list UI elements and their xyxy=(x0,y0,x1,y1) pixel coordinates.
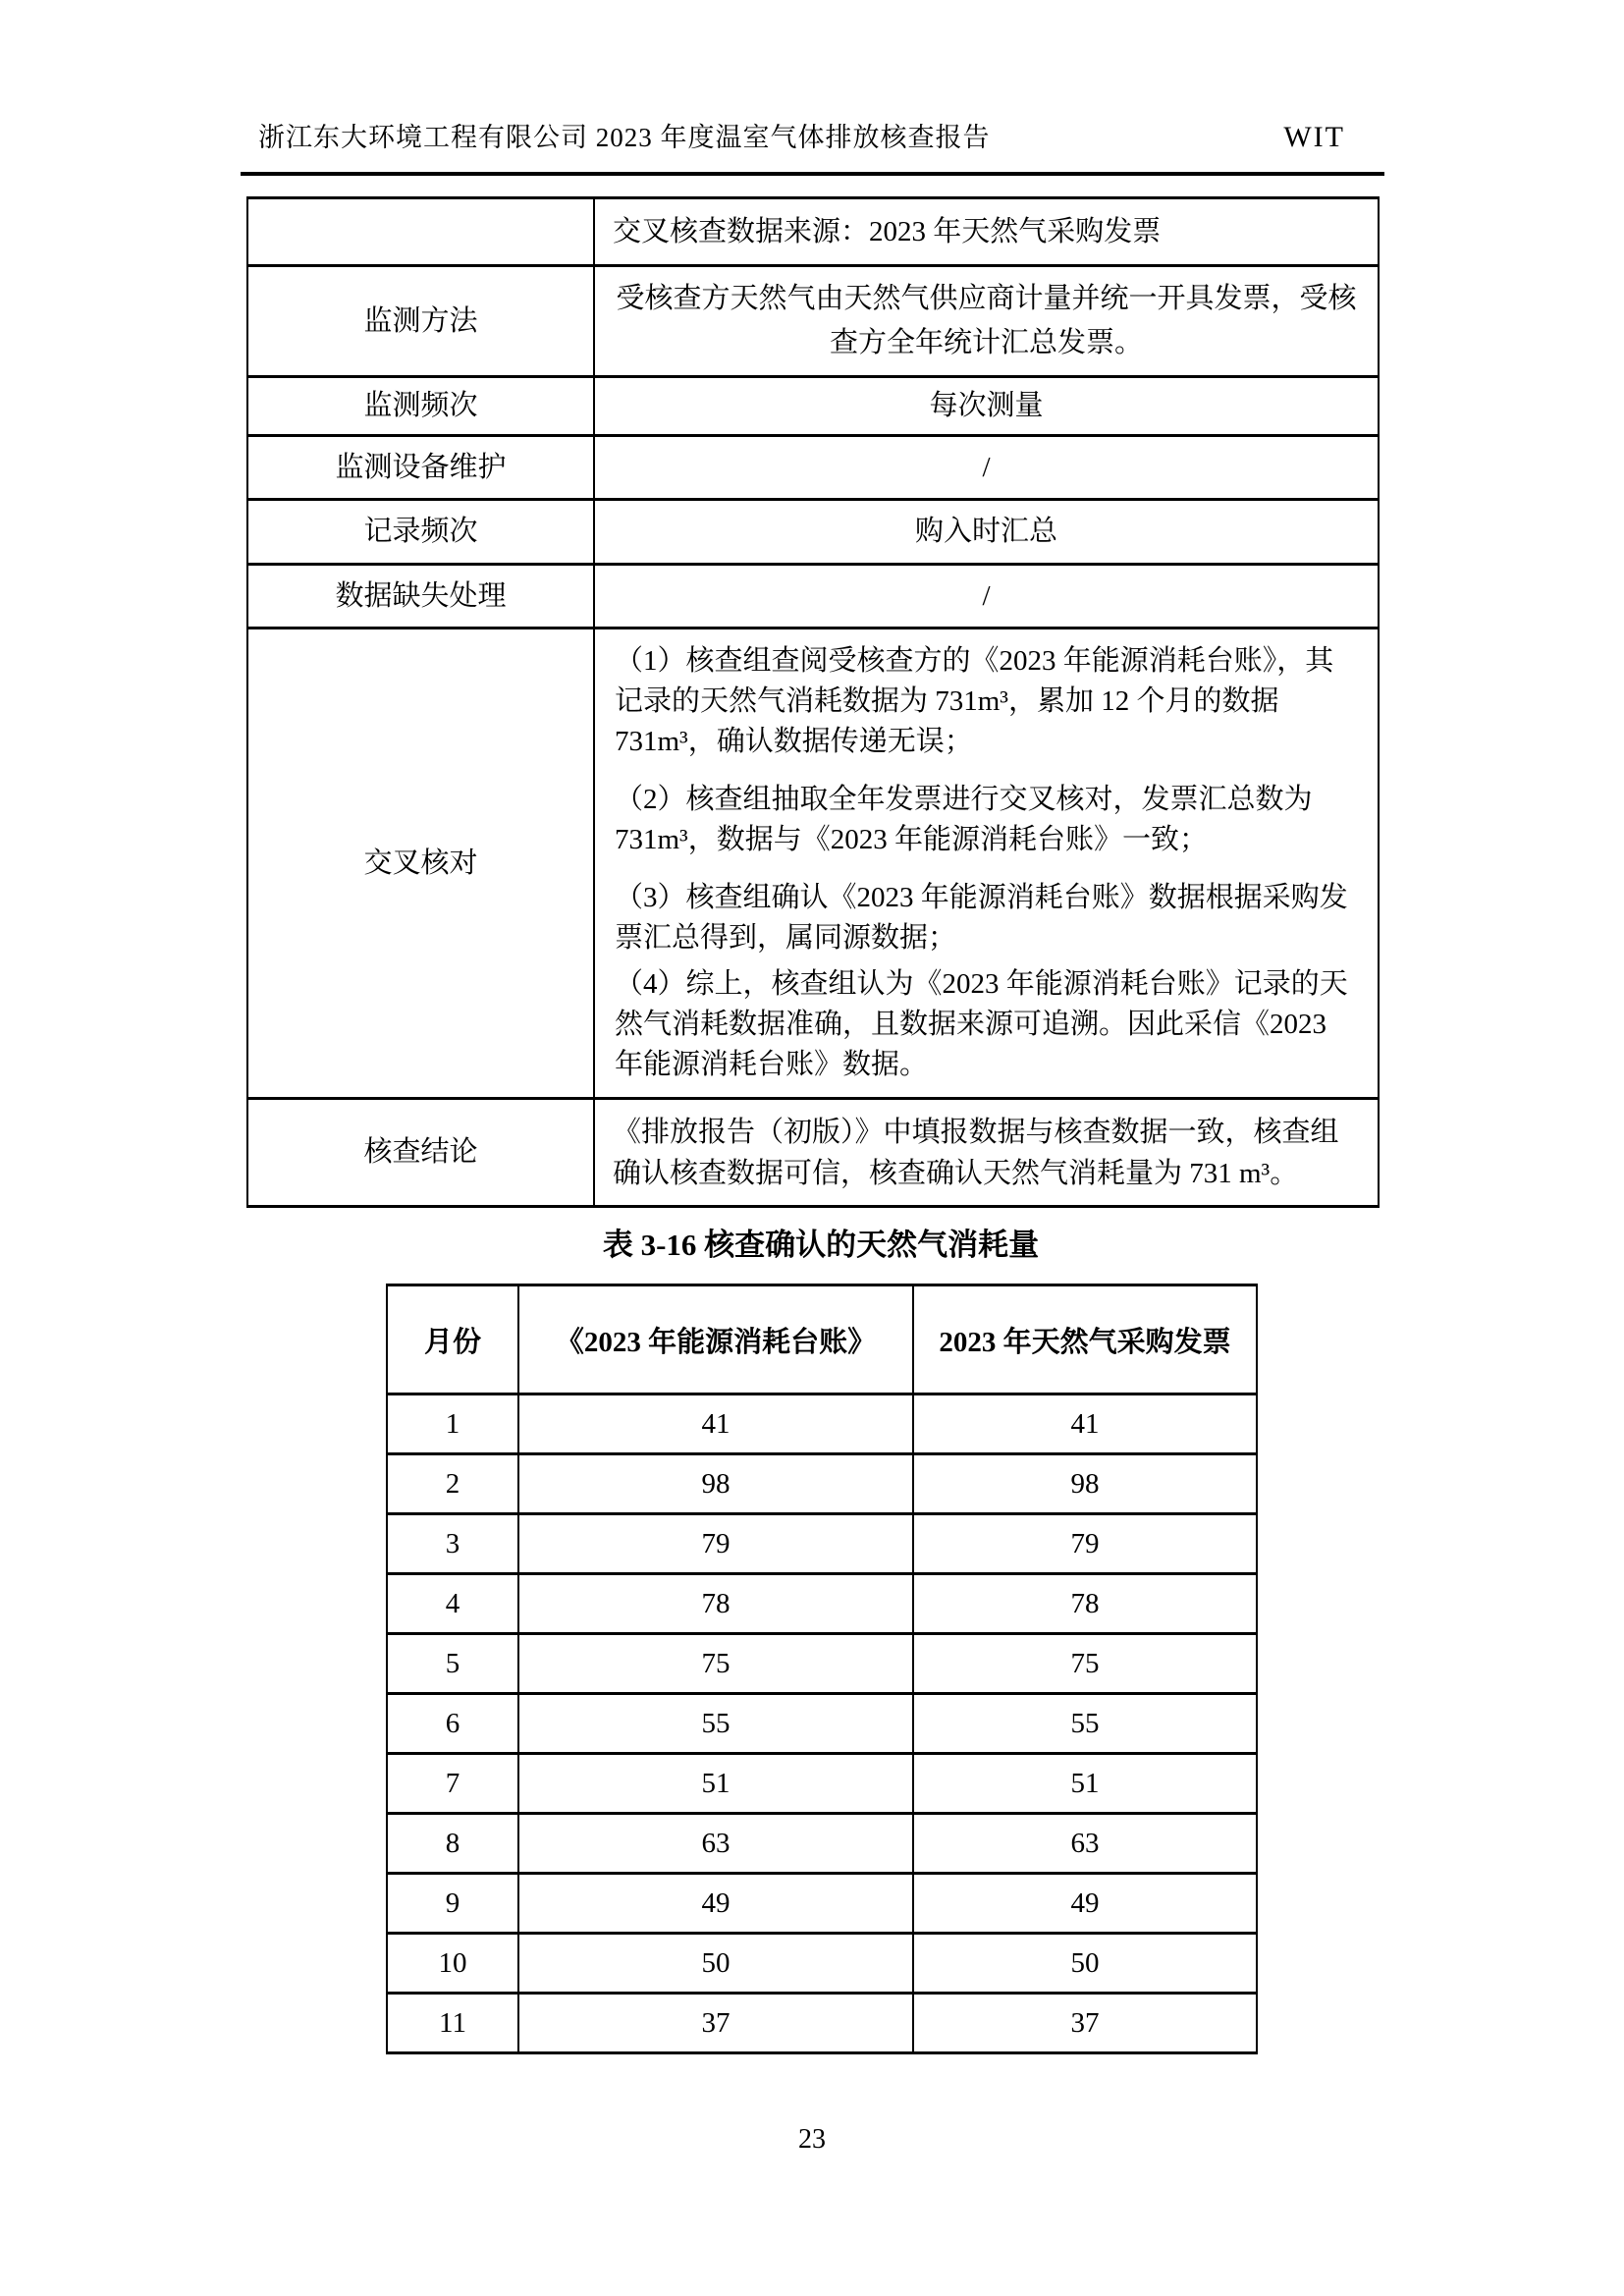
month-cell: 3 xyxy=(387,1514,518,1574)
cross-check-item: （3）核查组确认《2023 年能源消耗台账》数据根据采购发票汇总得到，属同源数据； xyxy=(615,882,1348,954)
monitoring-frequency-value: 每次测量 xyxy=(594,377,1379,436)
cross-check-item: （1）核查组查阅受核查方的《2023 年能源消耗台账》，其记录的天然气消耗数据为 731m³，累加 12 个月的数据 731m³，确认数据传递无误； xyxy=(615,645,1334,757)
invoice-cell: 79 xyxy=(913,1514,1257,1574)
table-row xyxy=(387,1394,1257,1454)
row-label: 交叉核对 xyxy=(247,629,594,1099)
invoice-cell: 63 xyxy=(913,1814,1257,1874)
header-rule xyxy=(241,172,1384,176)
table-row xyxy=(247,1099,1379,1207)
row-label: 核查结论 xyxy=(247,1099,594,1207)
table-row xyxy=(247,436,1379,500)
cross-check-item: （4）综上，核查组认为《2023 年能源消耗台账》记录的天然气消耗数据准确，且数据来源可追溯。因此采信《2023 年能源消耗台账》数据。 xyxy=(615,968,1348,1080)
invoice-cell: 37 xyxy=(913,1994,1257,2053)
invoice-cell: 78 xyxy=(913,1574,1257,1634)
month-cell: 2 xyxy=(387,1454,518,1514)
ledger-cell: 55 xyxy=(518,1694,913,1754)
record-frequency-value: 购入时汇总 xyxy=(594,500,1379,565)
ledger-cell: 41 xyxy=(518,1394,913,1454)
month-cell: 5 xyxy=(387,1634,518,1694)
invoice-cell: 75 xyxy=(913,1634,1257,1694)
invoice-cell: 41 xyxy=(913,1394,1257,1454)
column-header-invoice: 2023 年天然气采购发票 xyxy=(913,1285,1257,1394)
month-cell: 7 xyxy=(387,1754,518,1814)
row-label xyxy=(247,198,594,266)
verification-conclusion-value: 《排放报告（初版）》中填报数据与核查数据一致，核查组确认核查数据可信，核查确认天然气消耗量为 731 m³。 xyxy=(594,1099,1379,1207)
table-row xyxy=(387,1814,1257,1874)
header-mark: WIT xyxy=(1283,121,1345,153)
month-cell: 8 xyxy=(387,1814,518,1874)
invoice-cell: 51 xyxy=(913,1754,1257,1814)
column-header-ledger: 《2023 年能源消耗台账》 xyxy=(518,1285,913,1394)
month-cell: 6 xyxy=(387,1694,518,1754)
invoice-cell: 49 xyxy=(913,1874,1257,1934)
ledger-cell: 79 xyxy=(518,1514,913,1574)
row-label: 监测设备维护 xyxy=(247,436,594,500)
table-row xyxy=(387,1754,1257,1814)
ledger-cell: 75 xyxy=(518,1634,913,1694)
table-row xyxy=(387,1694,1257,1754)
month-cell: 9 xyxy=(387,1874,518,1934)
month-cell: 4 xyxy=(387,1574,518,1634)
invoice-cell: 55 xyxy=(913,1694,1257,1754)
table-row xyxy=(387,1874,1257,1934)
table-row xyxy=(387,1634,1257,1694)
table-row xyxy=(247,565,1379,629)
table-row xyxy=(387,1454,1257,1514)
ledger-cell: 37 xyxy=(518,1994,913,2053)
table-header-row xyxy=(387,1285,1257,1394)
report-title: 浙江东大环境工程有限公司 2023 年度温室气体排放核查报告 xyxy=(258,123,991,152)
ledger-cell: 78 xyxy=(518,1574,913,1634)
cross-check-item: （2）核查组抽取全年发票进行交叉核对，发票汇总数为 731m³，数据与《2023 年能源消耗台账》一致； xyxy=(615,784,1313,855)
row-label: 监测频次 xyxy=(247,377,594,436)
ledger-cell: 50 xyxy=(518,1934,913,1994)
cross-check-details xyxy=(594,629,1379,1099)
table-row xyxy=(247,266,1379,377)
table-row xyxy=(387,1574,1257,1634)
column-header-month: 月份 xyxy=(387,1285,518,1394)
monitoring-method-value: 受核查方天然气由天然气供应商计量并统一开具发票，受核查方全年统计汇总发票。 xyxy=(594,266,1379,377)
table-row xyxy=(387,1994,1257,2053)
table-row xyxy=(247,377,1379,436)
table-row xyxy=(247,500,1379,565)
cross-check-source-value: 交叉核查数据来源：2023 年天然气采购发票 xyxy=(594,198,1379,266)
ledger-cell: 51 xyxy=(518,1754,913,1814)
monitoring-verification-table xyxy=(246,196,1380,1208)
month-cell: 11 xyxy=(387,1994,518,2053)
ledger-cell: 49 xyxy=(518,1874,913,1934)
month-cell: 1 xyxy=(387,1394,518,1454)
row-label: 监测方法 xyxy=(247,266,594,377)
month-cell: 10 xyxy=(387,1934,518,1994)
row-label: 记录频次 xyxy=(247,500,594,565)
table-row xyxy=(247,198,1379,266)
ledger-cell: 63 xyxy=(518,1814,913,1874)
page-number: 23 xyxy=(798,2124,826,2155)
gas-consumption-table xyxy=(386,1284,1258,2054)
invoice-cell: 98 xyxy=(913,1454,1257,1514)
invoice-cell: 50 xyxy=(913,1934,1257,1994)
table-row xyxy=(387,1514,1257,1574)
ledger-cell: 98 xyxy=(518,1454,913,1514)
table-row xyxy=(387,1934,1257,1994)
page-header xyxy=(241,120,1384,155)
equipment-maintenance-value: / xyxy=(594,436,1379,500)
missing-data-value: / xyxy=(594,565,1379,629)
table-caption: 表 3-16 核查确认的天然气消耗量 xyxy=(602,1228,1040,1262)
row-label: 数据缺失处理 xyxy=(247,565,594,629)
table-row xyxy=(247,629,1379,1099)
